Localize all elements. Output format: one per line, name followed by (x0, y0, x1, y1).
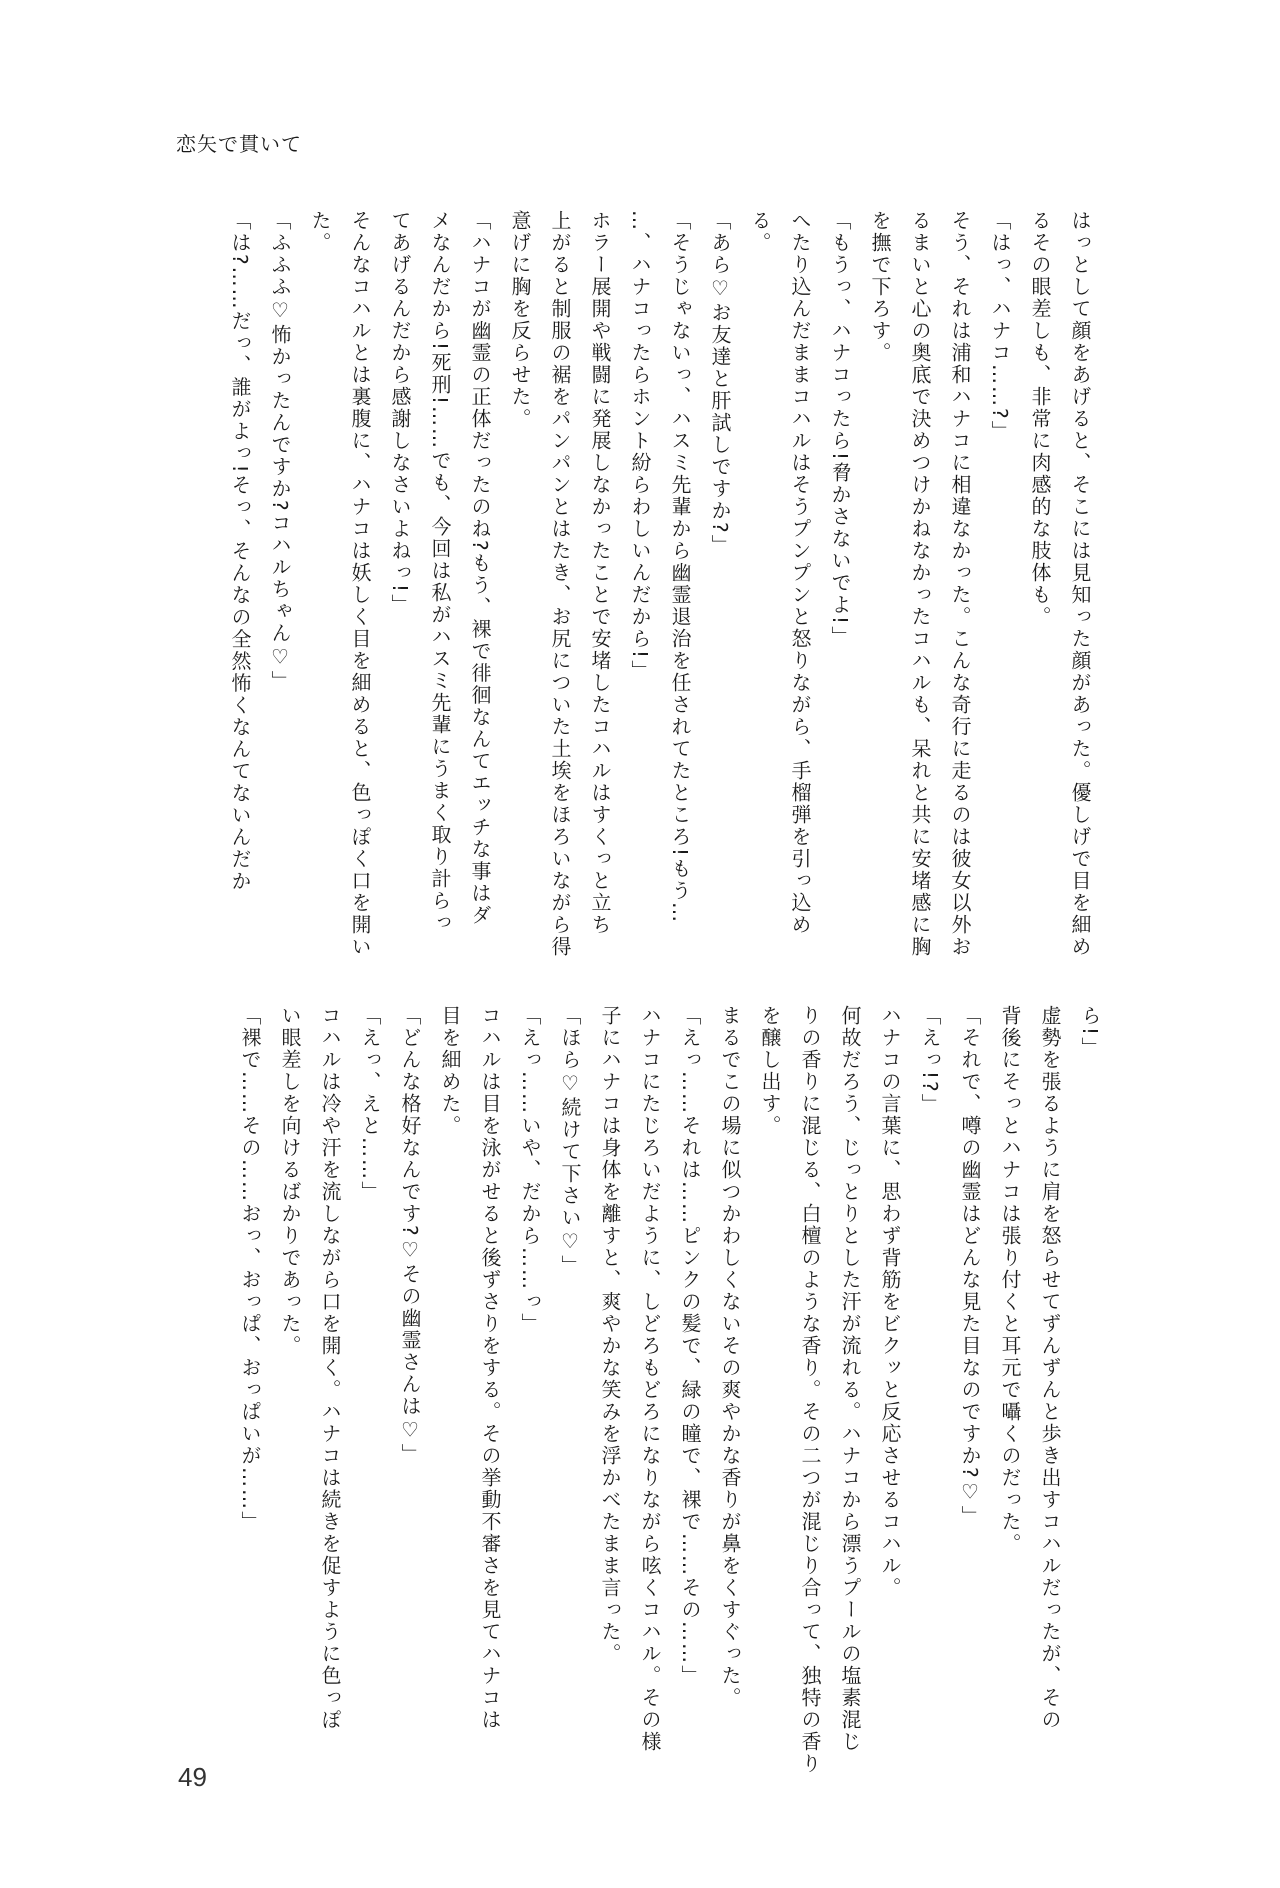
text-line: 虚勢を張るように肩を怒らせてずんずんと歩き出すコハルだったが、その (1038, 1005, 1062, 1731)
text-line: 「あら♡お友達と肝試しですか?」 (708, 210, 732, 557)
text-line: …、ハナコったらホント紛らわしいんだから!」 (628, 210, 652, 683)
text-line: 「えっ!?」 (918, 1005, 942, 1116)
text-line: る。 (748, 210, 772, 254)
text-line: 「えっ……それは……ピンクの髪で、緑の瞳で、裸で……その……」 (678, 1005, 702, 1687)
text-line: い眼差しを向けるばかりであった。 (278, 1005, 302, 1357)
text-line: 「ほら♡続けて下さい♡」 (558, 1005, 582, 1277)
text-block-bottom (230, 1005, 1110, 1775)
text-line: 子にハナコは身体を離すと、爽やかな笑みを浮かべたまま言った。 (598, 1005, 622, 1665)
text-line: ら!」 (1078, 1005, 1102, 1060)
text-line: メなんだから!死刑!……でも、今回は私がハスミ先輩にうまく取り計らっ (428, 210, 452, 935)
text-line: 上がると制服の裾をパンパンとはたき、お尻についた土埃をほろいながら得 (548, 210, 572, 958)
text-line: 「どんな格好なんです?♡その幽霊さんは♡」 (398, 1005, 422, 1466)
text-line: 「はっ、ハナコ……?」 (988, 210, 1012, 443)
text-line: ハナコの言葉に、思わず背筋をビクッと反応させるコハル。 (878, 1005, 902, 1599)
text-line: ホラー展開や戦闘に発展しなかったことで安堵したコハルはすくっと立ち (588, 210, 612, 936)
text-line: そう、それは浦和ハナコに相違なかった。こんな奇行に走るのは彼女以外お (948, 210, 972, 958)
text-line: コハルは目を泳がせると後ずさりをする。その挙動不審さを見てハナコは (478, 1005, 502, 1731)
text-line: コハルは冷や汗を流しながら口を開く。ハナコは続きを促すように色っぽ (318, 1005, 342, 1731)
text-line: 「えっ、えと……」 (358, 1005, 382, 1203)
text-line: りの香りに混じる、白檀のような香り。その二つが混じり合って、独特の香り (798, 1005, 822, 1775)
text-line: はっとして顔をあげると、そこには見知った顔があった。優しげで目を細め (1068, 210, 1092, 958)
text-line: 「ふふふ♡怖かったんですか?コハルちゃん♡」 (268, 210, 292, 693)
text-line: 「えっ……いや、だから……っ」 (518, 1005, 542, 1335)
text-line: 目を細めた。 (438, 1005, 462, 1137)
text-line: るまいと心の奥底で決めつけかねなかったコハルも、呆れと共に安堵感に胸 (908, 210, 932, 958)
text-line: 「は?……だっ、誰がよっ!そっ、そんなの全然怖くなんてないんだか (228, 210, 252, 893)
text-line: を醸し出す。 (758, 1005, 782, 1137)
text-line: を撫で下ろす。 (868, 210, 892, 364)
text-line: 「裸で……その……おっ、おっぱ、おっぱいが……」 (238, 1005, 262, 1533)
text-line: てあげるんだから感謝しなさいよねっ!」 (388, 210, 412, 617)
text-line: ハナコにたじろいだように、しどろもどろになりながら呟くコハル。その様 (638, 1005, 662, 1753)
text-line: へたり込んだままコハルはそうプンプンと怒りながら、手榴弾を引っ込め (788, 210, 812, 936)
text-line: た。 (308, 210, 332, 254)
text-line: 背後にそっとハナコは張り付くと耳元で囁くのだった。 (998, 1005, 1022, 1555)
text-line: 「もうっ、ハナコったら!脅かさないでよ!」 (828, 210, 852, 649)
running-title: 恋矢で貫いて (176, 132, 302, 156)
page-number: 49 (178, 1762, 207, 1792)
text-line: 何故だろう、じっとりとした汗が流れる。ハナコから漂うプールの塩素混じ (838, 1005, 862, 1753)
text-line: 「それで、噂の幽霊はどんな見た目なのですか?♡」 (958, 1005, 982, 1528)
text-line: 意げに胸を反らせた。 (508, 210, 532, 430)
text-line: 「ハナコが幽霊の正体だったのね?もう、裸で徘徊なんてエッチな事はダ (468, 210, 492, 927)
text-line: 「そうじゃないっ、ハスミ先輩から幽霊退治を任されてたところ!もう… (668, 210, 692, 925)
text-line: そんなコハルとは裏腹に、ハナコは妖しく目を細めると、色っぽく口を開い (348, 210, 372, 958)
text-line: まるでこの場に似つかわしくないその爽やかな香りが鼻をくすぐった。 (718, 1005, 742, 1709)
text-line: るその眼差しも、非常に肉感的な肢体も。 (1028, 210, 1052, 628)
text-block-top (220, 210, 1100, 958)
